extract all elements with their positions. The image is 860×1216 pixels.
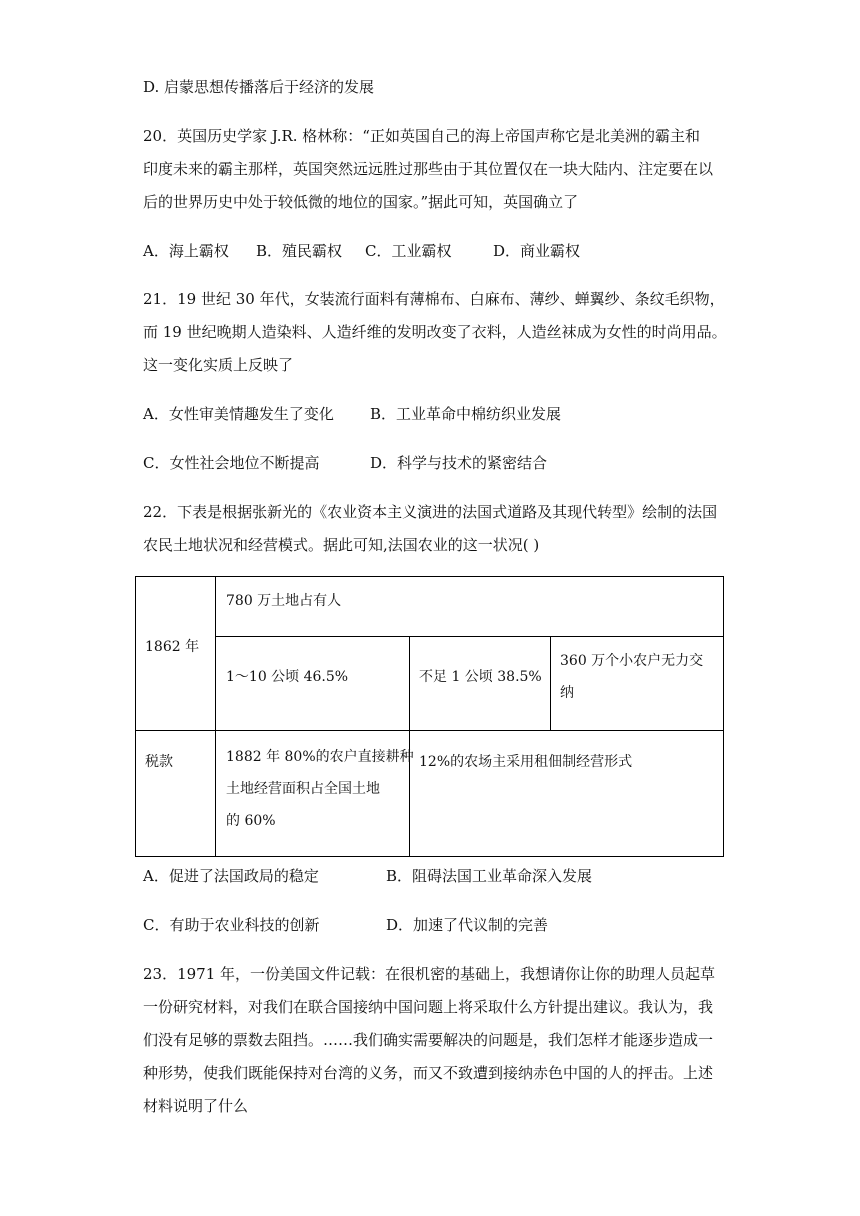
table-cell-tenancy: 12%的农场主采用租佃制经营形式 <box>419 754 633 770</box>
table-cell-direct-farming: 的 60% <box>226 813 276 829</box>
q20-option-c[interactable]: C．工业霸权 <box>365 242 452 260</box>
q23-line: 材料说明了什么 <box>143 1097 249 1115</box>
q21-option-d[interactable]: D．科学与技术的紧密结合 <box>370 454 548 472</box>
q22-line: 农民土地状况和经营模式。据此可知,法国农业的这一状况( ) <box>143 536 540 554</box>
table-cell-smallholders: 360 万个小农户无力交 <box>560 653 704 669</box>
q21-option-c[interactable]: C．女性社会地位不断提高 <box>143 454 320 472</box>
q22-line: 22．下表是根据张新光的《农业资本主义演进的法国式道路及其现代转型》绘制的法国 <box>143 503 718 521</box>
table-divider <box>409 636 410 730</box>
q19-option-d: D. 启蒙思想传播落后于经济的发展 <box>143 78 375 96</box>
q21-line: 而 19 世纪晚期人造染料、人造纤维的发明改变了衣料，人造丝袜成为女性的时尚用品。 <box>143 323 727 341</box>
table-cell-1-10-hectares: 1～10 公顷 46.5% <box>226 669 349 685</box>
land-table <box>135 576 724 857</box>
q23-line: 23．1971 年，一份美国文件记载：在很机密的基础上，我想请你让你的助理人员起草 <box>143 965 716 983</box>
q21-line: 21．19 世纪 30 年代，女装流行面料有薄棉布、白麻布、薄纱、蝉翼纱、条纹毛织物， <box>143 290 725 308</box>
table-cell-under-1-hectare: 不足 1 公顷 38.5% <box>419 669 542 685</box>
q20-option-a[interactable]: A．海上霸权 <box>143 242 229 260</box>
table-divider <box>215 577 216 856</box>
q23-line: 种形势，使我们既能保持对台湾的义务，而又不致遭到接纳赤色中国的人的抨击。上述 <box>143 1064 714 1082</box>
table-cell-smallholders: 纳 <box>560 685 574 701</box>
q20-line: 后的世界历史中处于较低微的地位的国家。”据此可知，英国确立了 <box>143 193 579 211</box>
table-cell-year: 1862 年 <box>145 639 200 655</box>
q21-option-a[interactable]: A．女性审美情趣发生了变化 <box>143 405 334 423</box>
table-cell-direct-farming: 1882 年 80%的农户直接耕种 <box>226 749 414 765</box>
q23-line: 一份研究材料，对我们在联合国接纳中国问题上将采取什么方针提出建议。我认为，我 <box>143 998 714 1016</box>
table-cell-owners: 780 万土地占有人 <box>226 593 342 609</box>
q20-line: 印度未来的霸主那样，英国突然远远胜过那些由于其位置仅在一块大陆内、注定要在以 <box>143 160 714 178</box>
q20-line: 20．英国历史学家 J.R. 格林称：“正如英国自己的海上帝国声称它是北美洲的霸主和 <box>143 127 700 145</box>
q22-option-b[interactable]: B．阻碍法国工业革命深入发展 <box>386 867 593 885</box>
table-cell-tax: 税款 <box>145 754 173 770</box>
q20-option-d[interactable]: D．商业霸权 <box>493 242 581 260</box>
table-divider <box>215 636 723 637</box>
q20-option-b[interactable]: B．殖民霸权 <box>256 242 343 260</box>
table-cell-direct-farming: 土地经营面积占全国土地 <box>226 781 380 797</box>
q22-option-d[interactable]: D．加速了代议制的完善 <box>386 916 549 934</box>
q23-line: 们没有足够的票数去阻挡。……我们确实需要解决的问题是，我们怎样才能逐步造成一 <box>143 1031 714 1049</box>
q22-option-c[interactable]: C．有助于农业科技的创新 <box>143 916 320 934</box>
q21-option-b[interactable]: B．工业革命中棉纺织业发展 <box>370 405 562 423</box>
q21-line: 这一变化实质上反映了 <box>143 356 294 374</box>
table-divider <box>136 730 723 731</box>
q22-option-a[interactable]: A．促进了法国政局的稳定 <box>143 867 319 885</box>
table-divider <box>550 636 551 730</box>
